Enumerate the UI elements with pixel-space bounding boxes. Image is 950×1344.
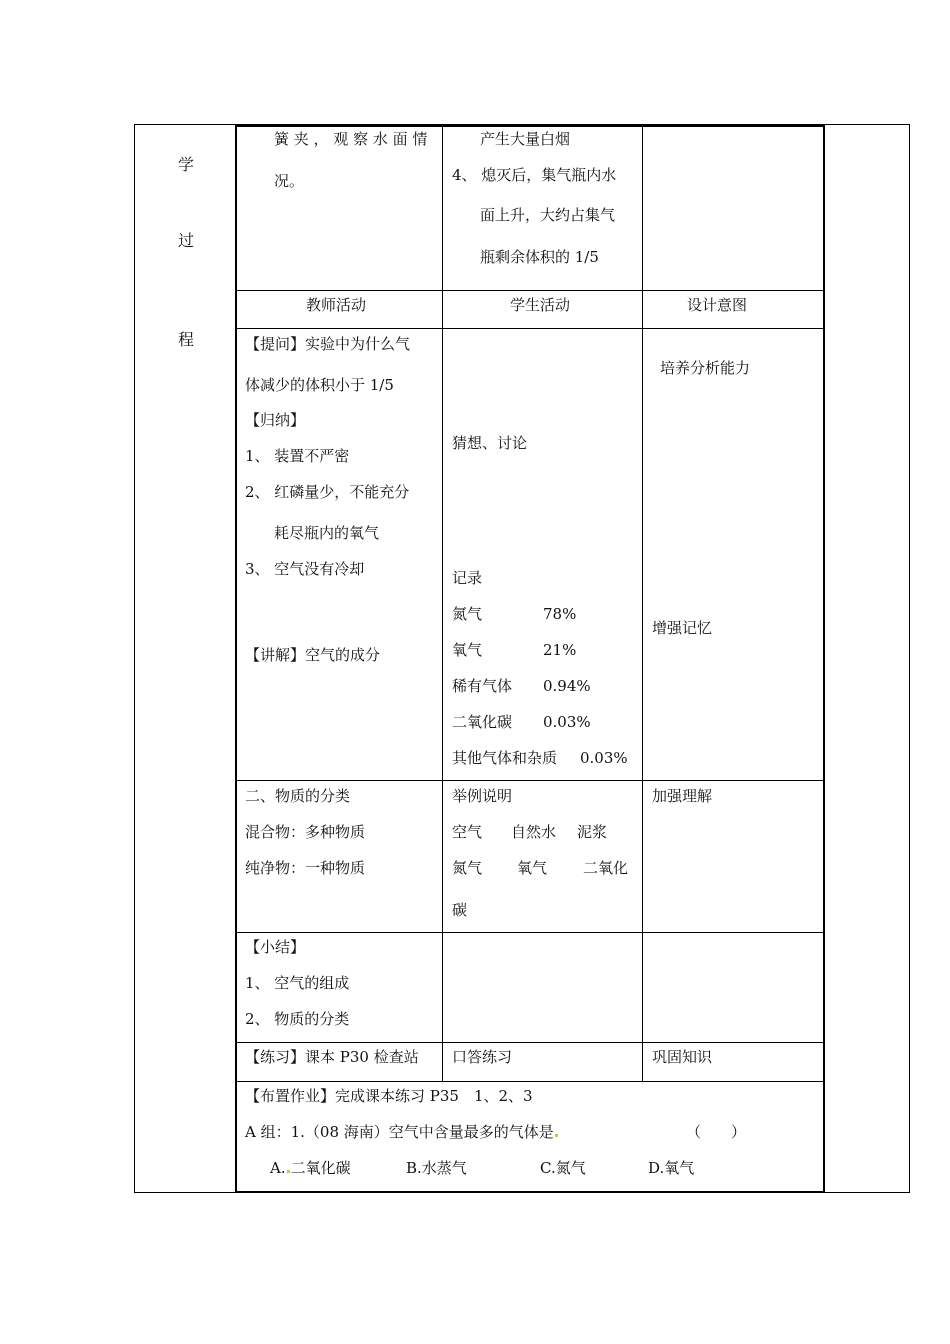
row2-example-7: 碳 [452, 901, 468, 919]
row2-teacher-line-3: 纯净物：一种物质 [245, 859, 366, 877]
row4-intent: 巩固知识 [652, 1048, 713, 1066]
composition-name-2: 氧气 [452, 641, 483, 659]
composition-value-2: 21% [543, 641, 577, 659]
row1-teacher-line-5: 2、 红磷量少，不能充分 [245, 483, 410, 501]
composition-value-3: 0.94% [543, 677, 591, 695]
option-d: D.氧气 [648, 1159, 695, 1177]
row-divider-3 [236, 780, 824, 781]
row1-intent-1: 培养分析能力 [660, 359, 751, 377]
row2-example-6: 二氧化 [583, 859, 629, 877]
row2-example-4: 氮气 [452, 859, 483, 877]
side-label-1: 学 [178, 155, 195, 174]
option-b: B.水蒸气 [406, 1159, 467, 1177]
outer-border-right [909, 124, 910, 1193]
row1-student-record: 记录 [452, 569, 483, 587]
composition-value-1: 78% [543, 605, 577, 623]
side-label-2: 过 [178, 231, 195, 250]
row-divider-4 [236, 932, 824, 933]
question-text: A 组：1.（08 海南）空气中含量最多的气体是 [245, 1123, 554, 1141]
row1-teacher-line-3: 【归纳】 [245, 411, 306, 429]
top-student-line-2: 4、 熄灭后，集气瓶内水 [452, 166, 617, 184]
row1-intent-2: 增强记忆 [652, 619, 713, 637]
inner-border-top [235, 125, 825, 127]
col-divider-2 [642, 126, 643, 1081]
row1-teacher-line-4: 1、 装置不严密 [245, 447, 350, 465]
row2-example-1: 空气 [452, 823, 483, 841]
row2-intent: 加强理解 [652, 787, 713, 805]
row2-example-3: 泥浆 [577, 823, 608, 841]
row-divider-1 [236, 290, 824, 291]
row1-teacher-line-7: 3、 空气没有冷却 [245, 560, 365, 578]
row1-teacher-line-6: 耗尽瓶内的氧气 [274, 524, 380, 542]
row-divider-2 [236, 328, 824, 329]
outer-border-left [134, 124, 135, 1193]
option-a-text: 二氧化碳 [290, 1159, 351, 1177]
composition-value-5: 0.03% [580, 749, 628, 767]
row2-student-line-1: 举例说明 [452, 787, 513, 805]
question-paren: （ ） [686, 1123, 747, 1141]
row-divider-6 [236, 1081, 824, 1082]
top-student-line-4: 瓶剩余体积的 1/5 [480, 248, 599, 266]
row1-teacher-line-1: 【提问】实验中为什么气 [245, 335, 411, 353]
inner-border-left [235, 125, 237, 1193]
top-teacher-line-1: 簧 夹 ， 观 察 水 面 情 [274, 130, 428, 148]
row2-example-5: 氧气 [517, 859, 548, 877]
mark-dot [555, 1134, 558, 1137]
composition-name-1: 氮气 [452, 605, 483, 623]
row3-teacher-line-2: 1、 空气的组成 [245, 974, 350, 992]
composition-name-4: 二氧化碳 [452, 713, 513, 731]
header-teacher: 教师活动 [306, 296, 367, 314]
top-student-line-1: 产生大量白烟 [480, 130, 571, 148]
row3-teacher-line-3: 2、 物质的分类 [245, 1010, 350, 1028]
row2-teacher-line-1: 二、物质的分类 [245, 787, 351, 805]
side-label-3: 程 [178, 330, 195, 349]
row4-teacher: 【练习】课本 P30 检查站 [245, 1048, 419, 1066]
row-divider-5 [236, 1042, 824, 1043]
homework-line: 【布置作业】完成课本练习 P35 1、2、3 [245, 1087, 533, 1105]
inner-border-right [823, 125, 825, 1193]
composition-name-5: 其他气体和杂质 [452, 749, 558, 767]
top-student-line-3: 面上升，大约占集气 [480, 206, 616, 224]
option-c: C.氮气 [540, 1159, 586, 1177]
top-teacher-line-2: 况。 [274, 172, 305, 190]
col-divider-1 [442, 126, 443, 1081]
composition-name-3: 稀有气体 [452, 677, 513, 695]
row2-teacher-line-2: 混合物：多种物质 [245, 823, 366, 841]
composition-value-4: 0.03% [543, 713, 591, 731]
mark-dot-2 [287, 1170, 290, 1173]
row1-teacher-line-2: 体减少的体积小于 1/5 [245, 376, 394, 394]
header-student: 学生活动 [510, 296, 571, 314]
row2-example-2: 自然水 [511, 823, 557, 841]
row1-student-guess: 猜想、讨论 [452, 434, 528, 452]
header-intent: 设计意图 [687, 296, 748, 314]
options-line [270, 1159, 351, 1177]
row1-teacher-line-8: 【讲解】空气的成分 [245, 646, 381, 664]
option-a-letter: A. [270, 1159, 286, 1177]
row3-teacher-line-1: 【小结】 [245, 938, 306, 956]
question-line [245, 1123, 559, 1141]
inner-border-bottom [235, 1191, 825, 1193]
row4-student: 口答练习 [452, 1048, 513, 1066]
